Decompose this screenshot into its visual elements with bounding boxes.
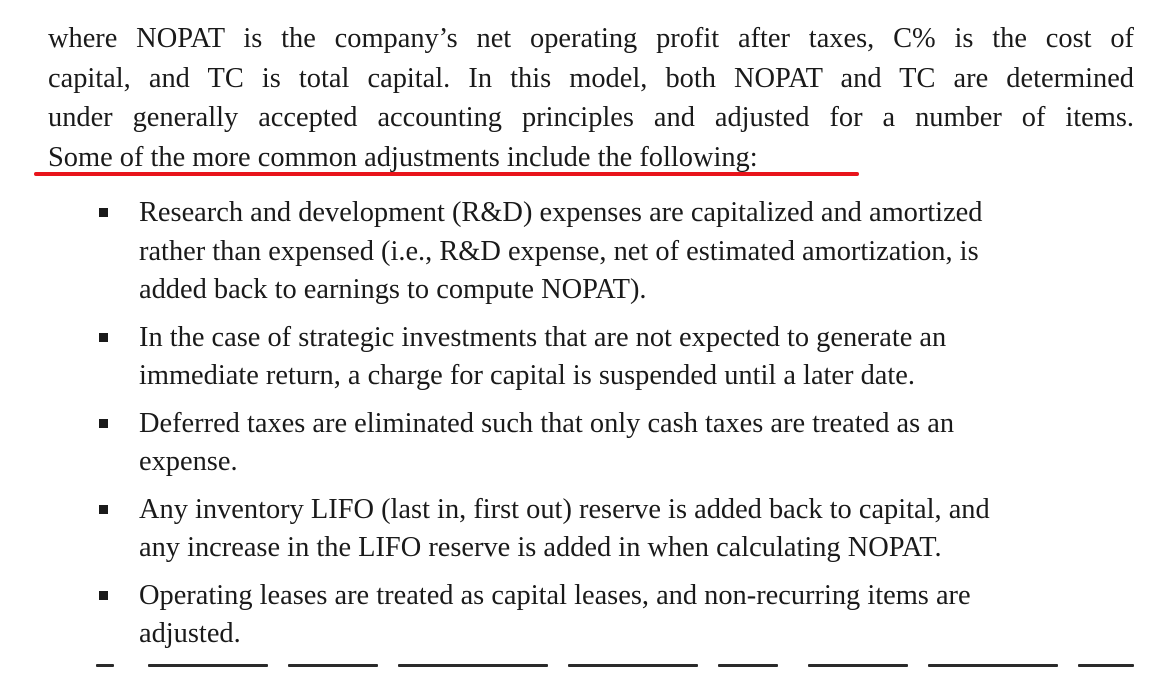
list-item-line: Deferred taxes are eliminated such that only cash taxes are treated as an [139, 407, 955, 439]
intro-line-highlighted: Some of the more common adjustments include the following: [48, 141, 758, 173]
intro-line: where NOPAT is the company’s net operating profit after taxes, C% is the cost of [48, 23, 1134, 54]
list-item-line: added back to earnings to compute NOPAT). [139, 274, 647, 305]
list-item [0, 491, 1097, 568]
list-item-line: rather than expensed (i.e., R&D expense, net of estimated amortization, is [139, 235, 979, 267]
list-item-line: In the case of strategic investments that are not expected to generate an [139, 321, 947, 353]
list-item-line: any increase in the LIFO reserve is added in when calculating NOPAT. [139, 532, 942, 563]
intro-line: capital, and TC is total capital. In this model, both NOPAT and TC are determined [48, 62, 1134, 94]
list-item-line: Research and development (R&D) expenses are capitalized and amortized [139, 197, 983, 228]
cutoff-next-line [48, 664, 1134, 675]
list-item-line: Any inventory LIFO (last in, first out) reserve is added back to capital, and [139, 493, 990, 525]
intro-paragraph [48, 19, 1134, 177]
list-item [0, 405, 1097, 482]
list-item [0, 319, 1097, 396]
list-item-line: adjusted. [139, 618, 241, 649]
intro-line: under generally accepted accounting principles and adjusted for a number of items. [48, 102, 1134, 133]
list-item-line: Operating leases are treated as capital leases, and non-recurring items are [139, 579, 971, 611]
list-item-line: immediate return, a charge for capital is suspended until a later date. [139, 360, 915, 391]
list-item [0, 577, 1097, 654]
list-item [0, 194, 1097, 310]
square-bullet-icon [99, 505, 108, 514]
square-bullet-icon [99, 419, 108, 428]
adjustments-list [0, 194, 1149, 654]
square-bullet-icon [99, 333, 108, 342]
square-bullet-icon [99, 208, 108, 217]
list-item-line: expense. [139, 446, 238, 477]
square-bullet-icon [99, 591, 108, 600]
red-underline-annotation [34, 172, 859, 176]
